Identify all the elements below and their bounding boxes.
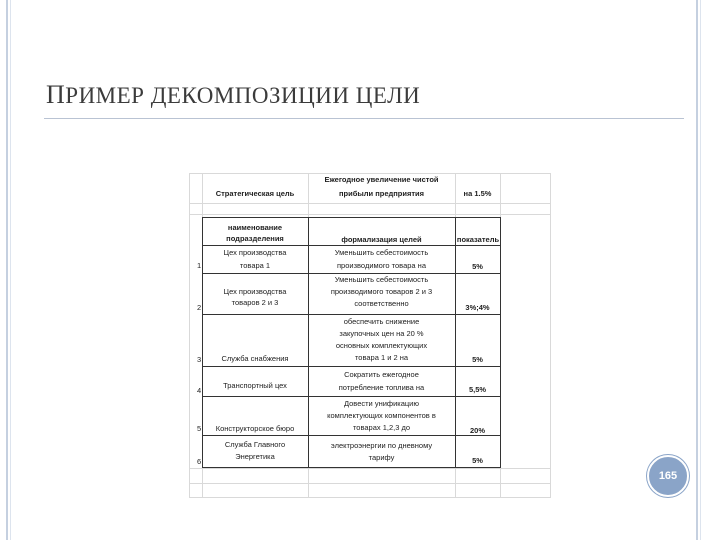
title-initial: П — [46, 80, 66, 109]
slide-frame-right — [696, 0, 698, 540]
indicator-value: 20% — [469, 426, 485, 435]
indicator-value: 5,5% — [468, 385, 487, 394]
slide-frame-left — [6, 0, 8, 540]
row-number: 5 — [197, 424, 202, 433]
goal-text: комплектующих компонентов в — [327, 411, 436, 420]
indicator-value: 5% — [472, 355, 483, 364]
unit-name: Служба снабжения — [221, 354, 289, 363]
goal-text: производимого товаров 2 и 3 — [330, 287, 433, 296]
unit-name: Транспортный цех — [223, 381, 287, 390]
indicator-value: 5% — [472, 456, 483, 465]
goal-text: производимого товара на — [337, 261, 426, 270]
indicator-value: 3%;4% — [465, 303, 490, 312]
row-number: 1 — [197, 261, 202, 270]
row-number: 3 — [197, 355, 202, 364]
slide-frame-right-inner — [700, 0, 701, 540]
row-number: 6 — [197, 457, 202, 466]
unit-name: Служба Главного — [224, 440, 286, 449]
header-goal: формализация целей — [341, 235, 422, 244]
goal-text: Довести унификацию — [343, 399, 420, 408]
unit-name: Цех производства — [223, 287, 287, 296]
page-number-badge: 165 — [647, 455, 689, 497]
goal-text: соответственно — [354, 299, 409, 308]
decomposition-table — [189, 173, 551, 498]
unit-name: Цех производства — [223, 248, 287, 257]
goal-text: основных комплектующих — [335, 341, 428, 350]
header-unit-line1: наименование — [227, 223, 283, 232]
indicator-value: 5% — [472, 262, 483, 271]
strategic-goal-value: на 1.5% — [463, 189, 492, 198]
goal-text: потребление топлива на — [338, 383, 425, 392]
goal-text: тарифу — [368, 453, 395, 462]
unit-name: Энергетика — [235, 452, 275, 461]
row-number: 2 — [197, 303, 202, 312]
goal-text: Сократить ежегодное — [344, 370, 419, 379]
strategic-goal-label: Стратегическая цель — [215, 189, 295, 198]
title-underline — [44, 118, 684, 119]
header-indicator: показатель — [456, 235, 500, 244]
unit-name: Конструкторское бюро — [215, 424, 295, 433]
goal-text: обеспечить снижение — [343, 317, 420, 326]
unit-name: товара 1 — [239, 261, 271, 270]
header-unit-line2: подразделения — [226, 234, 284, 243]
row-number: 4 — [197, 386, 202, 395]
unit-name: товаров 2 и 3 — [231, 298, 279, 307]
goal-text: Уменьшить себестоимость — [334, 275, 429, 284]
strategic-goal-line1: Ежегодное увеличение чистой — [324, 175, 439, 184]
slide-title — [46, 80, 420, 110]
goal-text: электроэнергии по дневному — [330, 441, 433, 450]
goal-text: Уменьшить себестоимость — [334, 248, 429, 257]
slide-frame-left-inner — [10, 0, 11, 540]
goal-text: товарах 1,2,3 до — [352, 423, 411, 432]
strategic-goal-line2: прибыли предприятия — [338, 189, 425, 198]
goal-text: товара 1 и 2 на — [354, 353, 409, 362]
goal-text: закупочных цен на 20 % — [339, 329, 424, 338]
title-text: РИМЕР ДЕКОМПОЗИЦИИ ЦЕЛИ — [65, 83, 421, 108]
